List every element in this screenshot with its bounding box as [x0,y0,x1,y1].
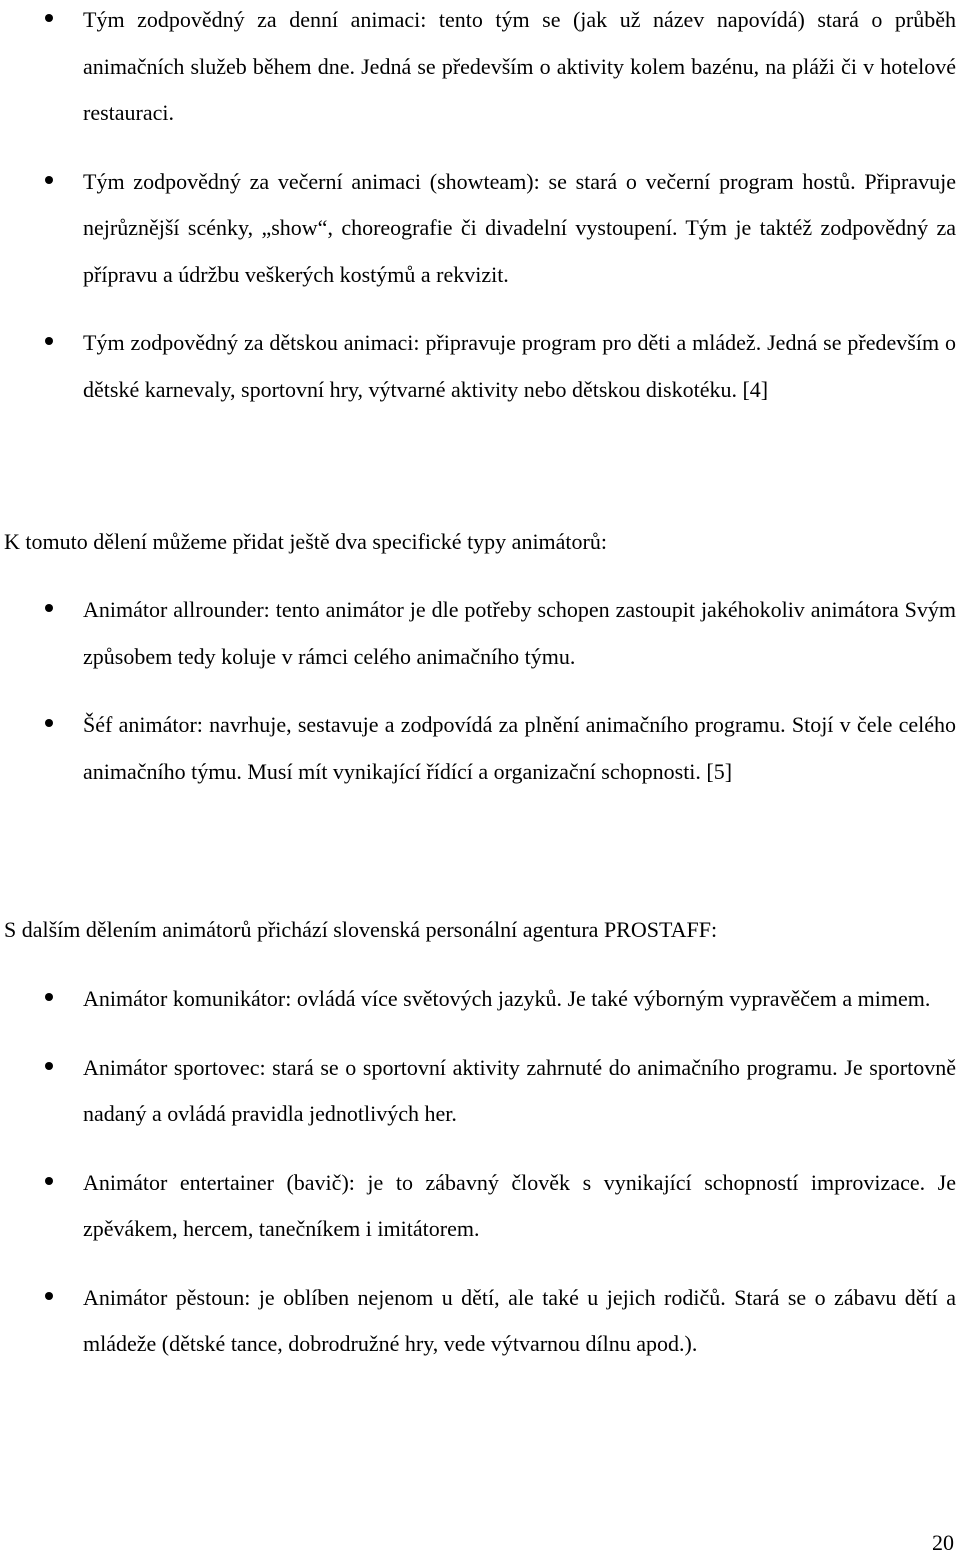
list-item [0,702,960,795]
list-item-text: Tým zodpovědný za denní animaci: tento tým se (jak už název napovídá) stará o průběh animačních služeb během dne. Jedná se především o aktivity kolem bazénu, na pláži či v hotelové restauraci. [83,7,956,125]
list-item [0,0,960,137]
list-item [0,1160,960,1253]
list-item-text: Animátor komunikátor: ovládá více světových jazyků. Je také výborným vypravěčem a mimem. [83,986,931,1011]
bullet-icon [45,14,53,22]
list-item-text: Animátor entertainer (bavič): je to zábavný člověk s vynikající schopností improvizace. Je zpěvákem, hercem, tanečníkem i imitátorem. [83,1169,956,1241]
list-item-text: Animátor pěstoun: je oblíben nejenom u dětí, ale také u jejich rodičů. Stará se o zábavu dětí a mládeže (dětské tance, dobrodružné hry, vede výtvarnou dílnu apod.). [83,1284,956,1356]
list-item [0,587,960,680]
list-item-text: Tým zodpovědný za večerní animaci (showteam): se stará o večerní program hostů. Připravuje nejrůznější scénky, „show“, choreografie či divadelní vystoupení. Tým je taktéž zodpovědný za přípravu a údržbu veškerých kostýmů a rekvizit. [83,168,956,287]
list-item [0,159,960,299]
bullet-icon [45,1292,53,1300]
list-item [0,1275,960,1368]
bullet-icon [45,604,53,612]
list-item [0,1045,960,1138]
team-list [0,0,960,413]
list-item-text: Animátor sportovec: stará se o sportovní aktivity zahrnuté do animačního programu. Je sportovně nadaný a ovládá pravidla jednotlivých her. [83,1054,956,1126]
list-item-text: Tým zodpovědný za dětskou animaci: připravuje program pro děti a mládež. Jedná se především o dětské karnevaly, sportovní hry, výtvarné aktivity nebo dětskou diskotéku. [4] [83,330,956,402]
list-item-text: Šéf animátor: navrhuje, sestavuje a zodpovídá za plnění animačního programu. Stojí v čele celého animačního týmu. Musí mít vynikající řídící a organizační schopnosti. [5] [83,712,956,784]
paragraph: S dalším dělením animátorů přichází slovenská personální agentura PROSTAFF: [4,917,718,942]
paragraph: K tomuto dělení můžeme přidat ještě dva specifické typy animátorů: [4,529,607,554]
list-item [0,976,960,1023]
prostaff-list [0,976,960,1368]
list-item [0,320,960,413]
page-number: 20 [932,1530,954,1555]
animator-types-list [0,587,960,795]
bullet-icon [45,993,53,1001]
bullet-icon [45,337,53,345]
bullet-icon [45,719,53,727]
bullet-icon [45,176,53,184]
list-item-text: Animátor allrounder: tento animátor je dle potřeby schopen zastoupit jakéhokoliv animátora Svým způsobem tedy koluje v rámci celého animačního týmu. [83,597,956,669]
bullet-icon [45,1177,53,1185]
bullet-icon [45,1062,53,1070]
